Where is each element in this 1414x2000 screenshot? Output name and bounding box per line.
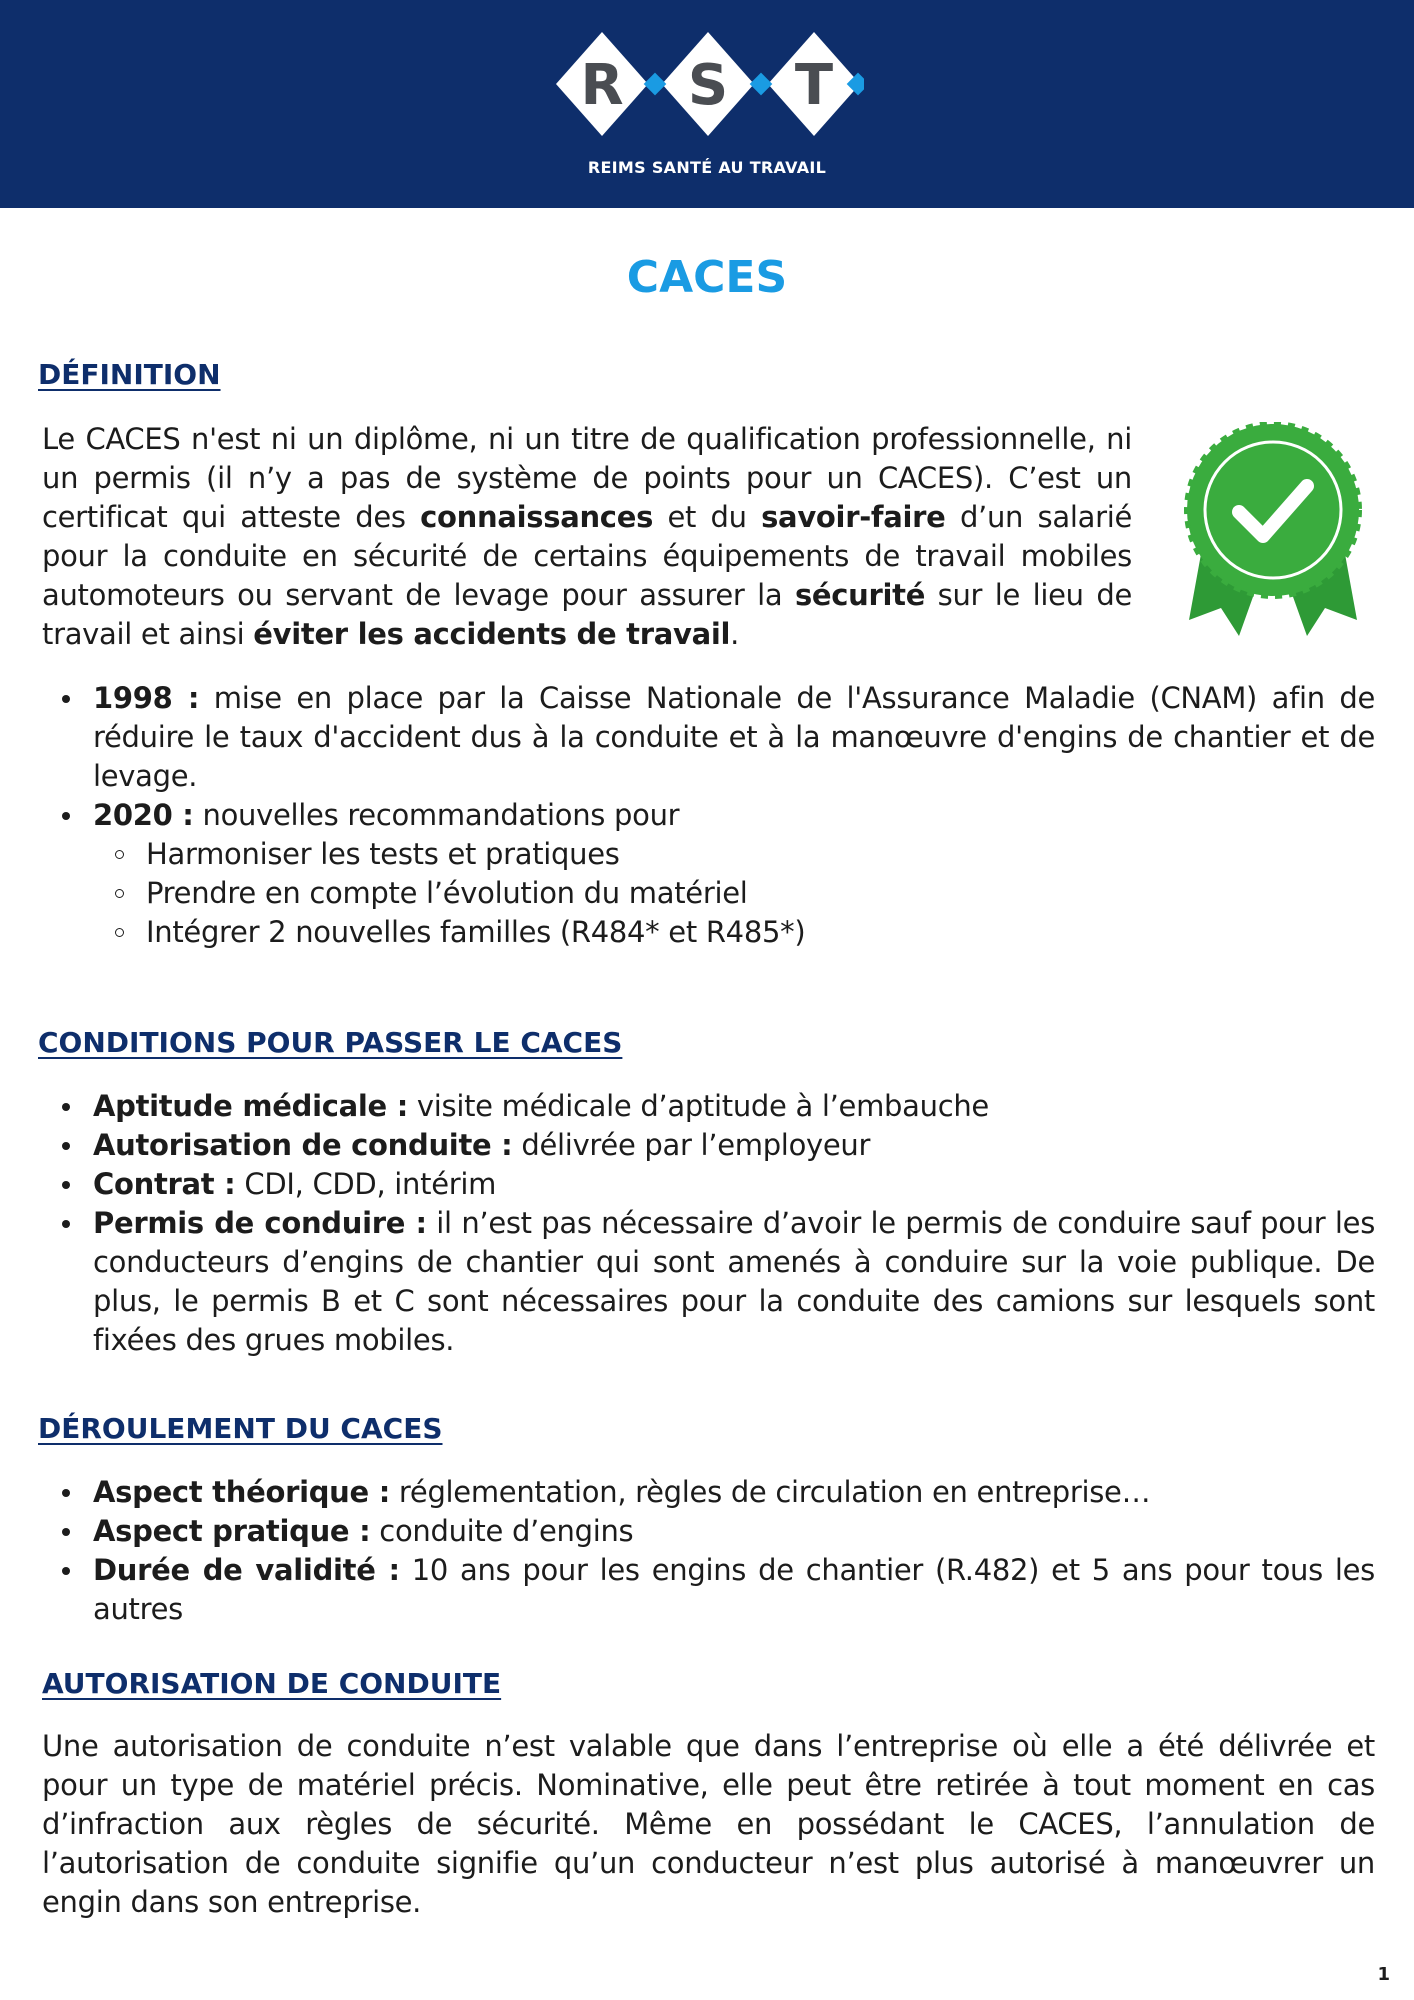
certified-rosette-checkmark-icon	[1183, 422, 1363, 647]
conditions-list	[40, 1087, 1375, 1360]
section-heading-definition: DÉFINITION	[38, 358, 221, 391]
section-heading-deroulement: DÉROULEMENT DU CACES	[38, 1412, 443, 1445]
page-number: 1	[1377, 1964, 1390, 1985]
page-header	[0, 0, 1414, 208]
list-item: Durée de validité : 10 ans pour les engins de chantier (R.482) et 5 ans pour tous les autres	[40, 1551, 1375, 1629]
section-heading-autorisation: AUTORISATION DE CONDUITE	[42, 1667, 502, 1700]
list-item: Contrat : CDI, CDD, intérim	[40, 1165, 1375, 1204]
logo-dot-2	[750, 73, 773, 96]
logo-letter-t: T	[794, 53, 834, 118]
logo-letter-s: S	[687, 53, 729, 118]
definition-paragraph: Le CACES n'est ni un diplôme, ni un titre de qualification professionnelle, ni un permis (il n’y a pas de système de points pour un CACES). C’est un certificat qui atteste des connaissances et du savoir-faire d’un salarié pour la conduite en sécurité de certains équipements de travail mobiles automoteurs ou servant de levage pour assurer la sécurité sur le lieu de travail et ainsi éviter les accidents de travail.	[42, 422, 1132, 651]
deroulement-list	[40, 1473, 1375, 1629]
document-title: CACES	[626, 252, 788, 303]
list-item: Aptitude médicale : visite médicale d’aptitude à l’embauche	[40, 1087, 1375, 1126]
list-item: 1998 : mise en place par la Caisse Nationale de l'Assurance Maladie (CNAM) afin de réduire le taux d'accident dus à la conduite et à la manœuvre d'engins de chantier et de levage.	[40, 679, 1375, 796]
list-item: 2020 : nouvelles recommandations pour	[40, 796, 1375, 835]
sub-list-item: Prendre en compte l’évolution du matériel	[40, 874, 1375, 913]
sub-list-item: Intégrer 2 nouvelles familles (R484* et R485*)	[40, 913, 1375, 952]
section-heading-conditions: CONDITIONS POUR PASSER LE CACES	[38, 1026, 623, 1059]
autorisation-paragraph: Une autorisation de conduite n’est valable que dans l’entreprise où elle a été délivrée et pour un type de matériel précis. Nominative, elle peut être retirée à tout moment en cas d’infraction aux règles de sécurité. Même en possédant le CACES, l’annulation de l’autorisation de conduite signifie qu’un conducteur n’est plus autorisé à manœuvrer un engin dans son entreprise.	[42, 1729, 1375, 1919]
logo-letter-r: R	[580, 53, 624, 118]
definition-list	[40, 679, 1375, 952]
list-item: Permis de conduire : il n’est pas nécessaire d’avoir le permis de conduire sauf pour les conducteurs d’engins de chantier qui sont amenés à conduire sur la voie publique. De plus, le permis B et C sont nécessaires pour la conduite des camions sur lesquels sont fixées des grues mobiles.	[40, 1204, 1375, 1360]
list-item: Aspect théorique : réglementation, règles de circulation en entreprise…	[40, 1473, 1375, 1512]
sub-list-item: Harmoniser les tests et pratiques	[40, 835, 1375, 874]
list-item: Aspect pratique : conduite d’engins	[40, 1512, 1375, 1551]
rst-logo	[552, 28, 864, 156]
list-item: Autorisation de conduite : délivrée par l’employeur	[40, 1126, 1375, 1165]
logo-subtitle: REIMS SANTÉ AU TRAVAIL	[587, 158, 827, 177]
logo-dot-1	[644, 73, 667, 96]
